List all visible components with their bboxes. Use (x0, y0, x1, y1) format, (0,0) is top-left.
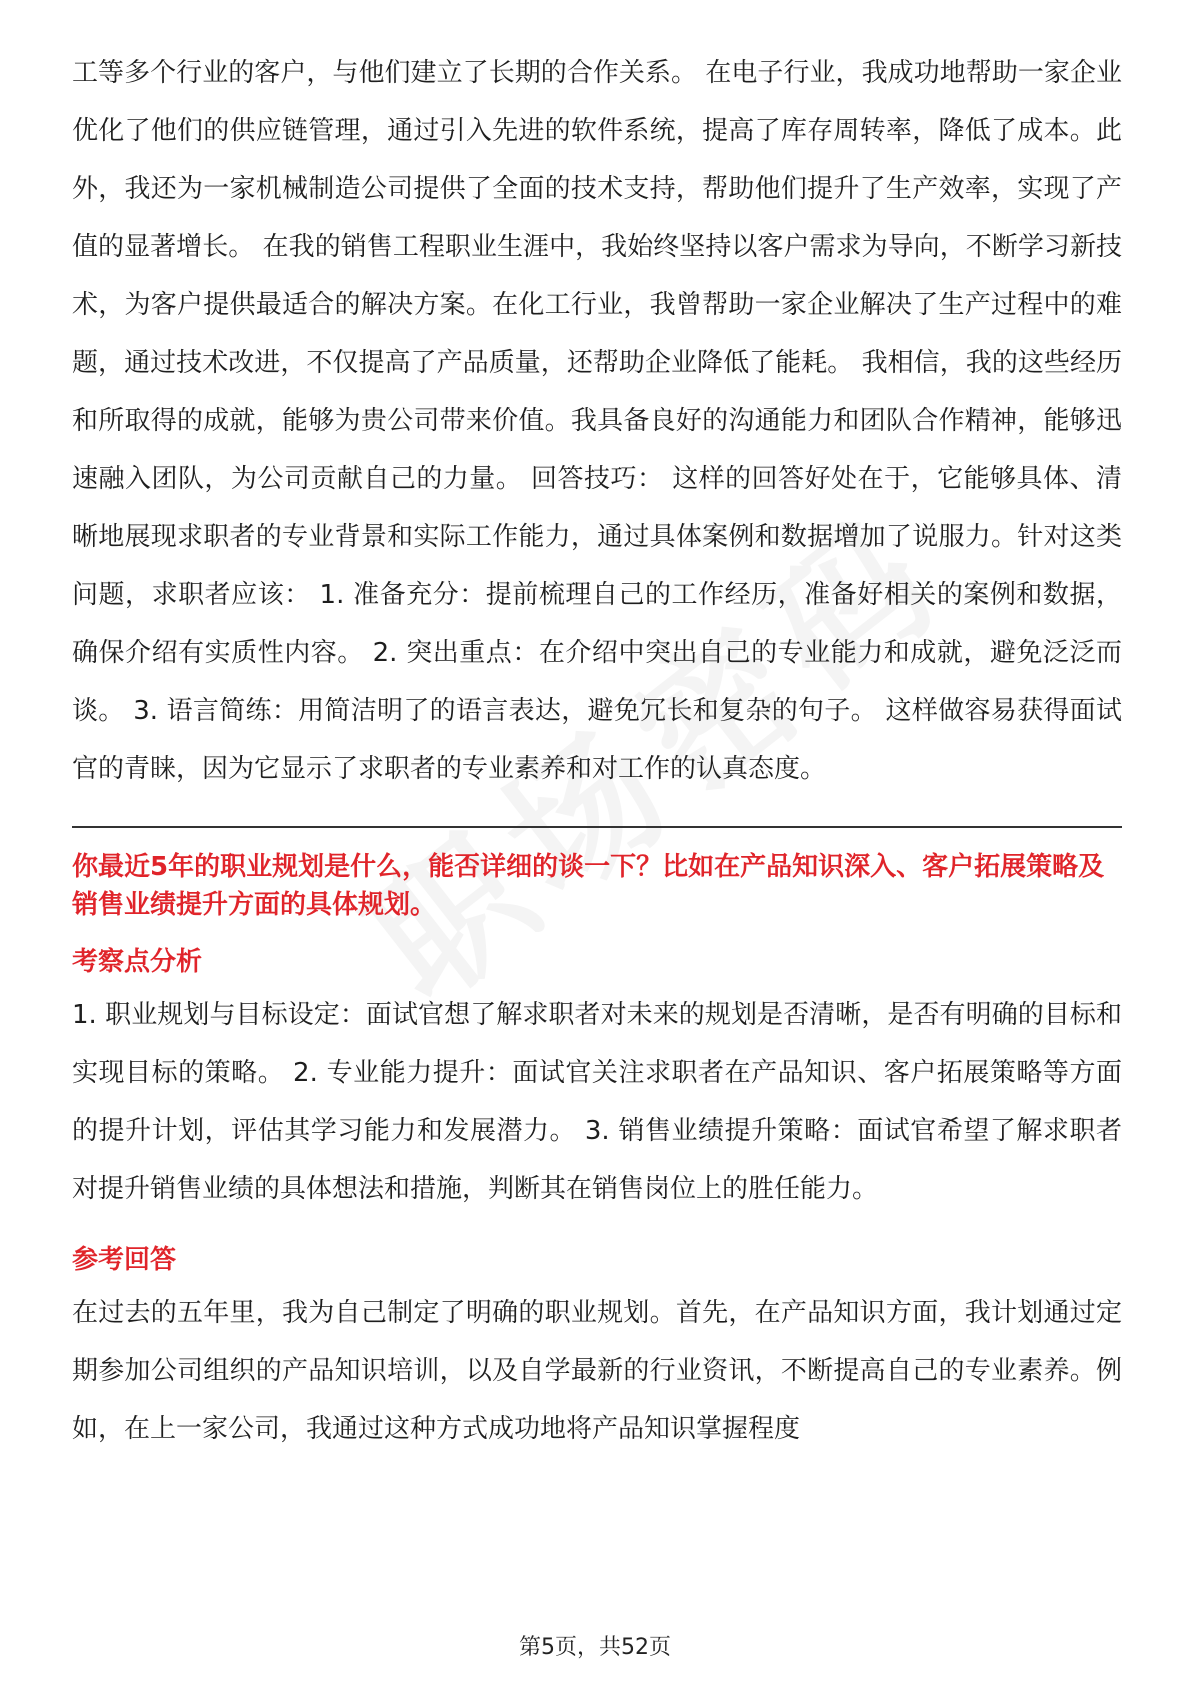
analysis-heading: 考察点分析 (72, 947, 203, 977)
reference-answer-paragraph: 在过去的五年里，我为自己制定了明确的职业规划。首先，在产品知识方面，我计划通过定期参加公司组织的产品知识培训，以及自学最新的行业资讯，不断提高自己的专业素养。例如，在上一家公司，我通过这种方式成功地将产品知识掌握程度 (72, 1298, 1122, 1444)
section-divider (72, 826, 1122, 828)
page-content (72, 44, 1122, 1458)
page-number-footer: 第5页，共52页 (519, 1635, 671, 1660)
analysis-paragraph: 1. 职业规划与目标设定：面试官想了解求职者对未来的规划是否清晰，是否有明确的目标和实现目标的策略。 2. 专业能力提升：面试官关注求职者在产品知识、客户拓展策略等方面的提升计划，评估其学习能力和发展潜力。 3. 销售业绩提升策略：面试官希望了解求职者对提升销售业绩的具体想法和措施，判断其在销售岗位上的胜任能力。 (72, 1000, 1122, 1204)
reference-answer-heading: 参考回答 (72, 1245, 177, 1275)
answer-continuation-paragraph: 工等多个行业的客户，与他们建立了长期的合作关系。 在电子行业，我成功地帮助一家企业优化了他们的供应链管理，通过引入先进的软件系统，提高了库存周转率，降低了成本。此外，我还为一家机械制造公司提供了全面的技术支持，帮助他们提升了生产效率，实现了产值的显著增长。 在我的销售工程职业生涯中，我始终坚持以客户需求为导向，不断学习新技术，为客户提供最适合的解决方案。在化工行业，我曾帮助一家企业解决了生产过程中的难题，通过技术改进，不仅提高了产品质量，还帮助企业降低了能耗。 我相信，我的这些经历和所取得的成就，能够为贵公司带来价值。我具备良好的沟通能力和团队合作精神，能够迅速融入团队，为公司贡献自己的力量。 回答技巧： 这样的回答好处在于，它能够具体、清晰地展现求职者的专业背景和实际工作能力，通过具体案例和数据增加了说服力。针对这类问题，求职者应该： 1. 准备充分：提前梳理自己的工作经历，准备好相关的案例和数据，确保介绍有实质性内容。 2. 突出重点：在介绍中突出自己的专业能力和成就，避免泛泛而谈。 3. 语言简练：用简洁明了的语言表达，避免冗长和复杂的句子。 这样做容易获得面试官的青睐，因为它显示了求职者的专业素养和对工作的认真态度。 (72, 58, 1122, 784)
interview-question: 你最近5年的职业规划是什么，能否详细的谈一下？比如在产品知识深入、客户拓展策略及销售业绩提升方面的具体规划。 (72, 852, 1105, 920)
